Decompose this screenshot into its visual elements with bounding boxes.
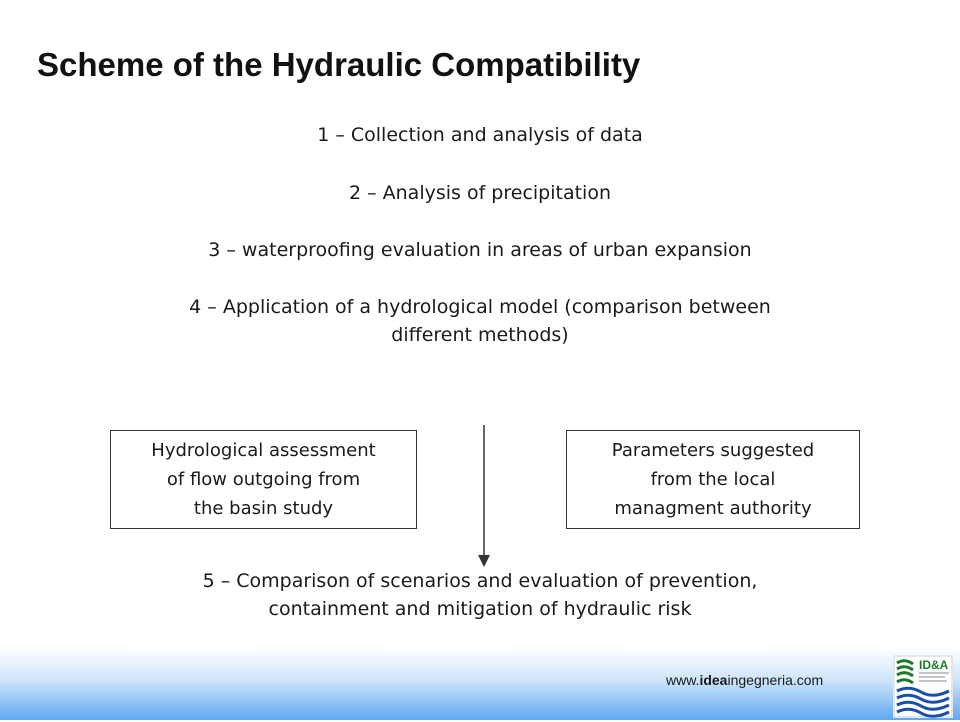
step-4: [100, 293, 860, 349]
left-box-line-3: the basin study: [193, 498, 334, 519]
left-box-line-1: Hydrological assessment: [151, 440, 376, 461]
down-arrow-icon: [473, 425, 495, 570]
left-box-line-2: of flow outgoing from: [166, 469, 361, 490]
step-5-line-2: containment and mitigation of hydraulic risk: [268, 598, 692, 620]
step-5-line-1: 5 – Comparison of scenarios and evaluation of prevention,: [202, 570, 758, 592]
url-suffix: ingegneria.com: [727, 672, 824, 688]
right-box-line-3: managment authority: [614, 498, 812, 519]
logo-text: ID&A: [919, 658, 949, 672]
step-2: 2 – Analysis of precipitation: [348, 182, 612, 204]
step-1: 1 – Collection and analysis of data: [317, 124, 643, 146]
url-prefix: www.: [666, 672, 700, 688]
page-title: Scheme of the Hydraulic Compatibility: [37, 46, 641, 83]
right-box-line-1: Parameters suggested: [611, 440, 815, 461]
hydrological-assessment-box: [110, 430, 417, 529]
step-4-line-2: different methods): [391, 324, 569, 346]
step-3: 3 – waterproofing evaluation in areas of urban expansion: [208, 239, 752, 261]
website-link[interactable]: [666, 672, 823, 688]
authority-parameters-box: [566, 430, 860, 529]
url-bold: idea: [699, 672, 728, 688]
right-box-line-2: from the local: [650, 469, 776, 490]
step-5: [100, 567, 860, 623]
ida-logo: [893, 655, 953, 718]
step-4-line-1: 4 – Application of a hydrological model (comparison between: [189, 296, 771, 318]
